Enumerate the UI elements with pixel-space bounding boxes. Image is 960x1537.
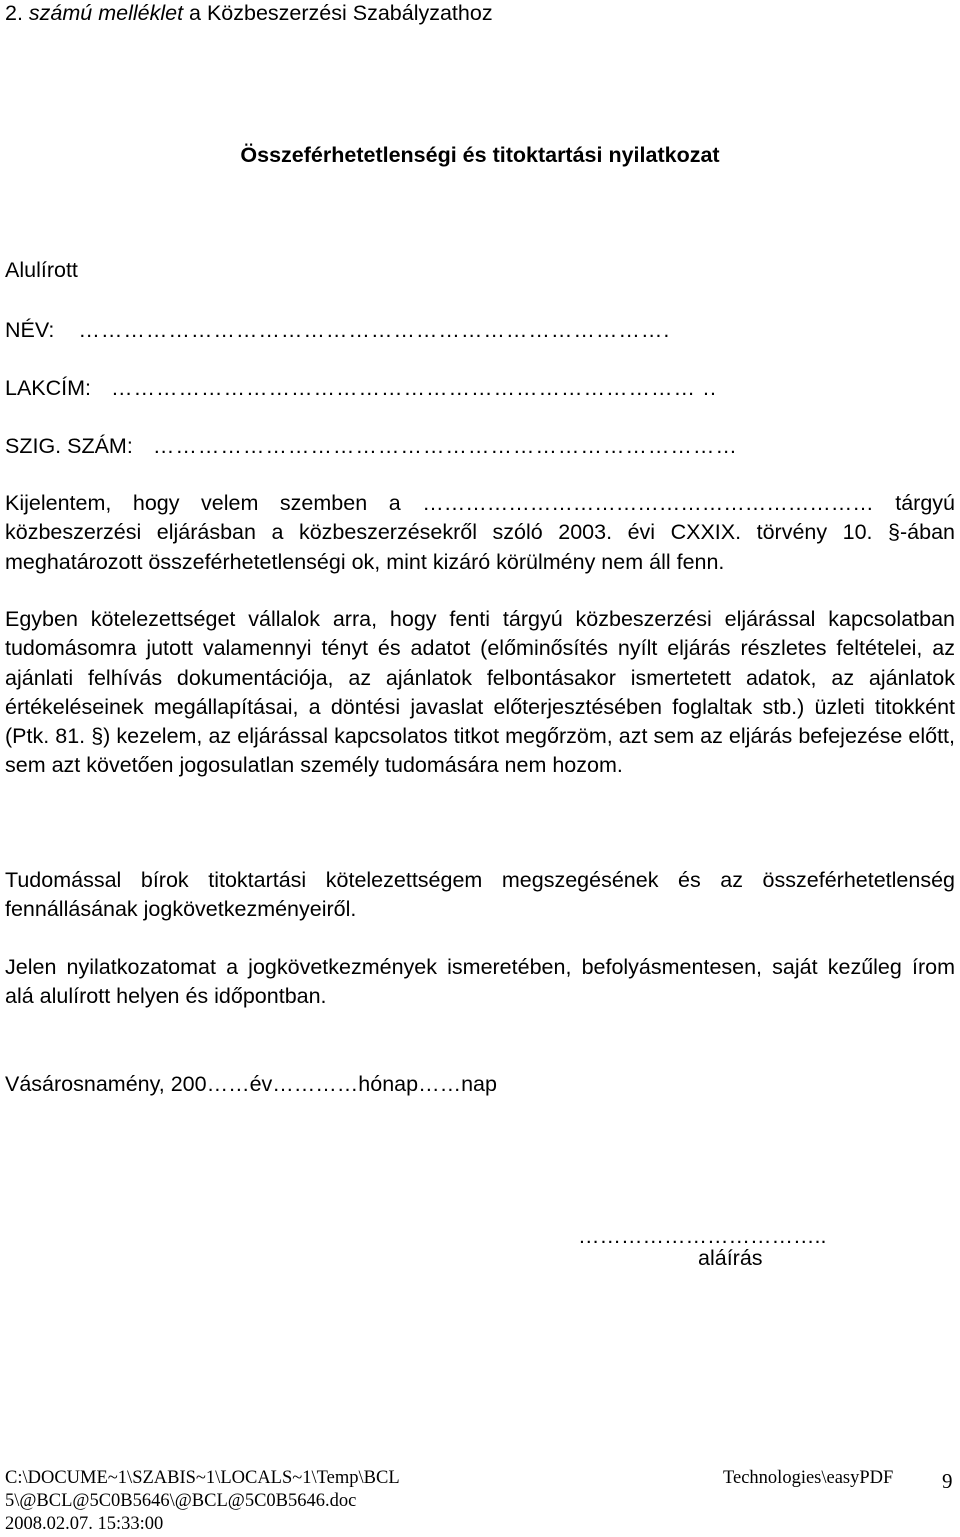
address-value: …………………………………………………………………… .. [111, 376, 717, 400]
footer-path-line-1: C:\DOCUME~1\SZABIS~1\LOCALS~1\Temp\BCL [5, 1468, 400, 1488]
signature-label: aláírás [698, 1246, 763, 1270]
header-italic: számú melléklet [28, 1, 184, 25]
acknowledgement-paragraph: Tudomással bírok titoktartási kötelezettségem megszegésének és az összeférhetetlenség fennállásának jogkövetkezményeiről. [5, 868, 955, 922]
id-field [5, 432, 738, 460]
footer-file-path [5, 1467, 400, 1536]
name-field [5, 316, 670, 344]
header-suffix: a Közbeszerzési Szabályzathoz [183, 1, 493, 25]
document-title: Összeférhetetlenségi és titoktartási nyilatkozat [240, 143, 720, 167]
name-value: ……………………………………………………………………. [78, 318, 671, 342]
address-field [5, 374, 717, 402]
declaration-paragraph: Kijelentem, hogy velem szemben a ……………………………………………………… tárgyú közbeszerzési eljárásban a közbeszerzésekről szóló 2003. évi CXXIX. törvény 10. §-ában meghatározott összeférhetetlenségi ok, mint kizáró körülmény nem áll fenn. [5, 491, 955, 574]
id-label: SZIG. SZÁM: [5, 434, 133, 458]
address-label: LAKCÍM: [5, 376, 92, 400]
footer-timestamp: 2008.02.07. 15:33:00 [5, 1514, 164, 1534]
signature-line: …………………………….. [578, 1224, 827, 1248]
name-label: NÉV: [5, 318, 55, 342]
confidentiality-paragraph: Egyben kötelezettséget vállalok arra, hogy fenti tárgyú közbeszerzési eljárással kapcsolatban tudomásomra jutott valamennyi tényt és adatot (előminősítés nyílt eljárás részletes feltételei, az ajánlati felhívás dokumentációja, az ajánlatok felbontásakor ismertetett adatok, az ajánlatok értékeléseinek megállapításai, a döntési javaslat előterjesztésében foglaltak stb.) üzleti titokként (Ptk. 81. §) kezelem, az eljárással kapcsolatos titkot megőrzöm, azt sem az eljárás befejezése előtt, sem azt követően jogosulatlan személy tudomására nem hozom. [5, 607, 955, 778]
intro-text: Alulírott [5, 258, 78, 282]
page-number: 9 [942, 1469, 953, 1493]
header-prefix: 2. [5, 1, 29, 25]
signing-statement-paragraph: Jelen nyilatkozatomat a jogkövetkezmények ismeretében, befolyásmentesen, saját kezűleg írom alá alulírott helyen és időpontban. [5, 955, 955, 1009]
document-header [5, 0, 493, 26]
footer-right-text: Technologies\easyPDF [723, 1468, 894, 1488]
footer-path-line-2: 5\@BCL@5C0B5646\@BCL@5C0B5646.doc [5, 1491, 357, 1511]
place-date-line: Vásárosnamény, 200……év…………hónap……nap [5, 1072, 497, 1096]
id-value: …………………………………………………………………… [152, 434, 738, 458]
